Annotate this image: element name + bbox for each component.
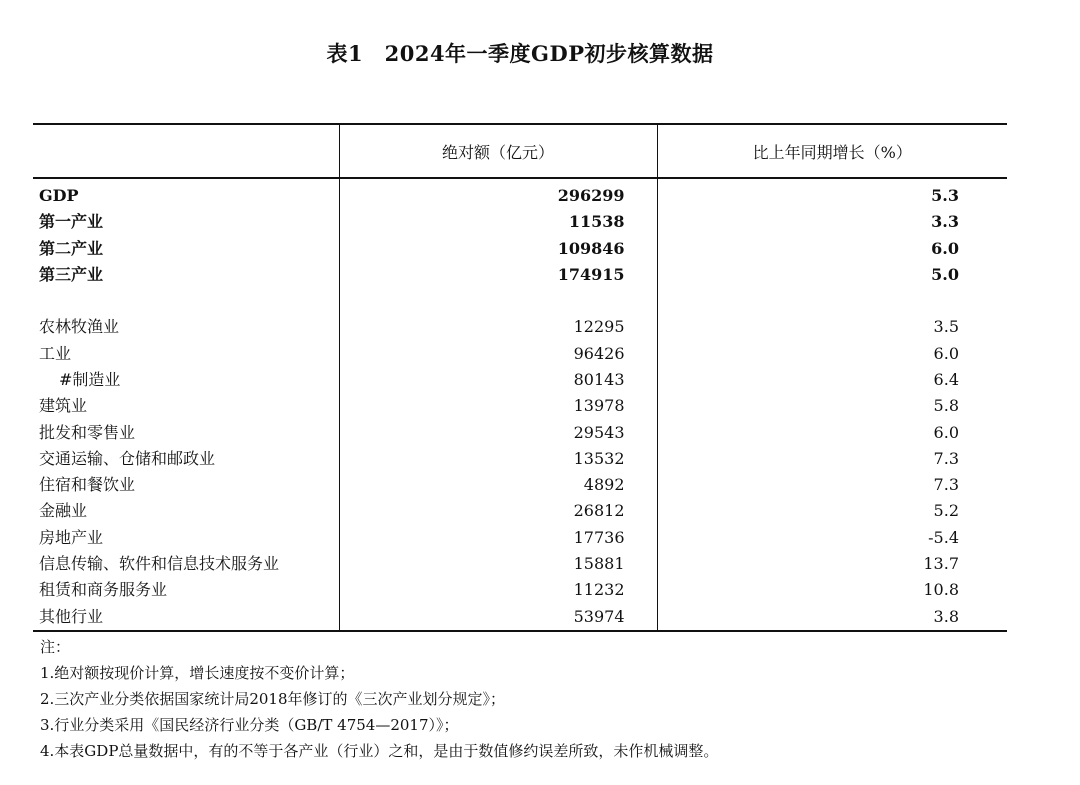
row-label: 其他行业 [33, 603, 339, 630]
row-label: 第一产业 [39, 212, 104, 232]
growth-cell: 10.8 [657, 577, 1007, 603]
spacer-row [33, 288, 1007, 314]
table-row [33, 551, 1007, 577]
growth-cell: 6.0 [657, 340, 1007, 366]
row-label: GDP [39, 186, 79, 206]
gdp-table-container [33, 123, 1007, 632]
amount-cell: 109846 [339, 236, 657, 262]
table-row [33, 419, 1007, 445]
amount-cell: 296299 [339, 178, 657, 209]
table-body [33, 178, 1007, 631]
growth-cell: 3.8 [657, 603, 1007, 630]
amount-cell: 29543 [339, 419, 657, 445]
growth-cell: 7.3 [657, 472, 1007, 498]
growth-cell: 5.8 [657, 393, 1007, 419]
row-label: 信息传输、软件和信息技术服务业 [39, 554, 280, 573]
row-label: 工业 [39, 343, 72, 363]
amount-cell: 4892 [339, 472, 657, 498]
row-label: 金融业 [39, 501, 88, 521]
growth-cell: 3.5 [657, 314, 1007, 340]
spacer-cell [339, 288, 657, 314]
amount-cell: 13978 [339, 393, 657, 419]
amount-cell: 17736 [339, 525, 657, 551]
amount-cell: 11232 [339, 577, 657, 603]
gdp-table [33, 123, 1007, 632]
table-row [33, 236, 1007, 262]
growth-cell: -5.4 [657, 525, 1007, 551]
notes-heading: 注： [40, 638, 71, 656]
note-item: 2.三次产业分类依据国家统计局2018年修订的《三次产业划分规定》； [40, 690, 505, 708]
row-label: 农林牧渔业 [39, 317, 120, 337]
table-row [33, 472, 1007, 498]
table-row [33, 262, 1007, 288]
amount-cell: 80143 [339, 367, 657, 393]
table-header-row [33, 124, 1007, 178]
amount-cell: 13532 [339, 446, 657, 472]
row-label: 租赁和商务服务业 [39, 580, 168, 600]
growth-cell: 7.3 [657, 446, 1007, 472]
row-label: 第二产业 [39, 238, 104, 258]
spacer-cell [33, 288, 339, 314]
growth-cell: 6.0 [657, 419, 1007, 445]
row-label: 建筑业 [39, 396, 88, 416]
row-label: 住宿和餐饮业 [39, 475, 136, 495]
amount-cell: 11538 [339, 209, 657, 235]
growth-cell: 6.0 [657, 236, 1007, 262]
table-row [33, 577, 1007, 603]
growth-cell: 13.7 [657, 551, 1007, 577]
row-label: #制造业 [59, 369, 121, 389]
table-row [33, 314, 1007, 340]
growth-cell: 5.3 [657, 178, 1007, 209]
growth-cell: 6.4 [657, 367, 1007, 393]
table-row [33, 603, 1007, 630]
note-item: 4.本表GDP总量数据中，有的不等于各产业（行业）之和，是由于数值修约误差所致，未作机械调整。 [40, 742, 719, 760]
table-row [33, 340, 1007, 366]
header-category [33, 124, 339, 178]
notes-section [40, 634, 718, 764]
growth-cell: 3.3 [657, 209, 1007, 235]
amount-cell: 53974 [339, 603, 657, 630]
table-row [33, 178, 1007, 209]
row-label: 交通运输、仓储和邮政业 [39, 448, 216, 468]
amount-cell: 96426 [339, 340, 657, 366]
amount-cell: 12295 [339, 314, 657, 340]
row-label: 第三产业 [39, 265, 104, 285]
growth-cell: 5.2 [657, 498, 1007, 524]
table-row [33, 446, 1007, 472]
amount-cell: 174915 [339, 262, 657, 288]
spacer-cell [657, 288, 1007, 314]
amount-cell: 15881 [339, 551, 657, 577]
table-row [33, 525, 1007, 551]
amount-cell: 26812 [339, 498, 657, 524]
table-row [33, 393, 1007, 419]
note-item: 3.行业分类采用《国民经济行业分类（GB/T 4754—2017）》； [40, 716, 459, 734]
row-label: 批发和零售业 [39, 422, 136, 442]
header-amount: 绝对额（亿元） [339, 124, 657, 178]
growth-cell: 5.0 [657, 262, 1007, 288]
table-row [33, 498, 1007, 524]
table-title: 表1 2024年一季度GDP初步核算数据 [326, 41, 714, 66]
table-row [33, 367, 1007, 393]
row-label: 房地产业 [39, 527, 104, 547]
note-item: 1.绝对额按现价计算，增长速度按不变价计算； [40, 664, 355, 682]
table-row [33, 209, 1007, 235]
header-growth: 比上年同期增长（%） [657, 124, 1007, 178]
